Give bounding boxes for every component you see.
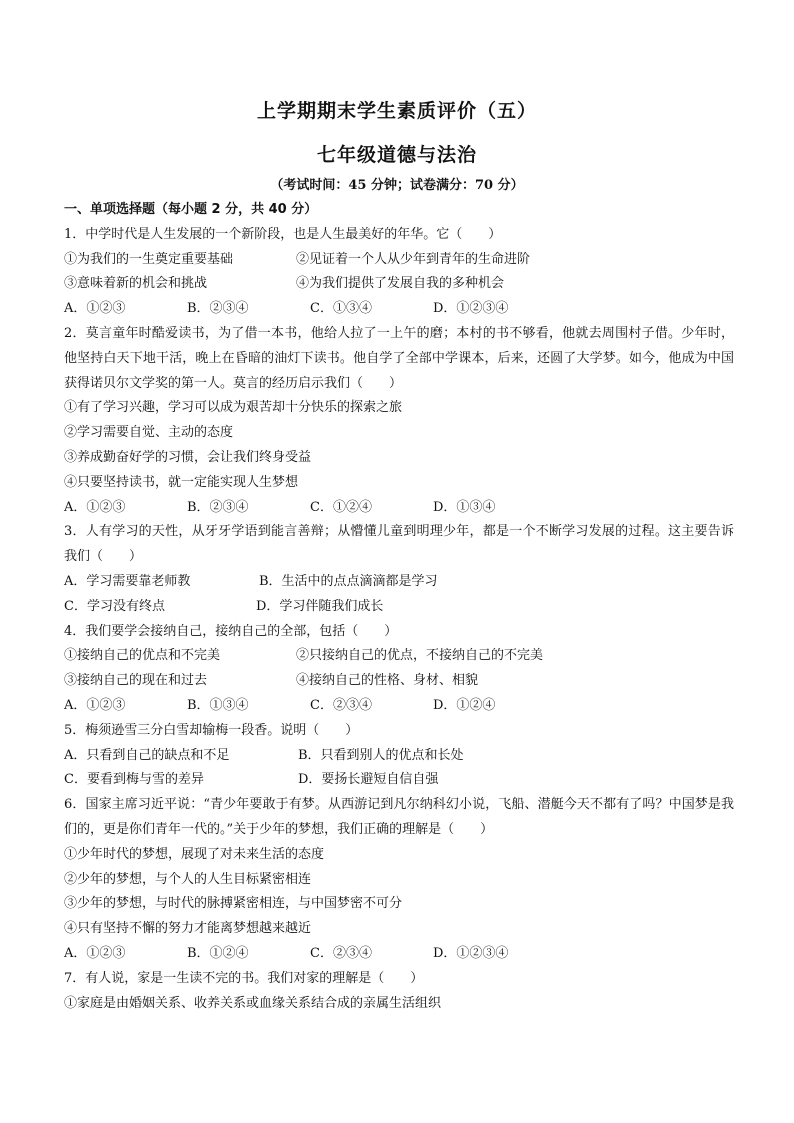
question-1-options bbox=[64, 297, 734, 322]
q3-option-c: C．学习没有终点 bbox=[64, 598, 165, 614]
q5-option-c: C．要看到梅与雪的差异 bbox=[64, 772, 204, 788]
question-5-stem: 5．梅须逊雪三分白雪却输梅一段香。说明（ ） bbox=[64, 722, 359, 738]
q6-statement-2: ②少年的梦想，与个人的人生目标紧密相连 bbox=[64, 871, 312, 887]
question-7-stem: 7．有人说，家是一生读不完的书。我们对家的理解是（ ） bbox=[64, 970, 424, 986]
question-5-options-row-1 bbox=[64, 744, 734, 769]
q6-option-b: B．①②④ bbox=[187, 945, 249, 961]
q5-option-a: A．只看到自己的缺点和不足 bbox=[64, 747, 230, 763]
q1-statement-3: ③意味着新的机会和挑战 bbox=[64, 276, 208, 292]
q6-option-a: A．①②③ bbox=[64, 945, 126, 961]
q2-option-c: C．①②④ bbox=[310, 499, 372, 515]
question-6-options bbox=[64, 942, 734, 967]
q2-statement-2: ②学习需要自觉、主动的态度 bbox=[64, 425, 234, 441]
question-3-stem: 3．人有学习的天性，从牙牙学语到能言善辩；从懵懂儿童到明理少年，都是一个不断学习发展的过程。这主要告诉我们（ ） bbox=[64, 524, 734, 565]
question-4-statements-row-2 bbox=[64, 669, 734, 694]
q2-option-d: D．①③④ bbox=[433, 499, 496, 515]
question-1-statements-row-2 bbox=[64, 272, 734, 297]
q4-statement-2: ②只接纳自己的优点，不接纳自己的不完美 bbox=[296, 648, 544, 664]
q5-option-d: D．要扬长避短自信自强 bbox=[298, 772, 439, 788]
q4-statement-1: ①接纳自己的优点和不完美 bbox=[64, 648, 221, 664]
q2-statement-1: ①有了学习兴趣，学习可以成为艰苦却十分快乐的探索之旅 bbox=[64, 400, 403, 416]
q6-statement-4: ④只有坚持不懈的努力才能离梦想越来越近 bbox=[64, 921, 312, 937]
q4-option-d: D．①②④ bbox=[433, 697, 496, 713]
question-3-options-row-2 bbox=[64, 595, 734, 620]
question-2-stem: 2．莫言童年时酷爱读书，为了借一本书，他给人拉了一上午的磨；本村的书不够看，他就去周围村子借。少年时，他坚持白天下地干活，晚上在昏暗的油灯下读书。他自学了全部中学课本，后来，还圆了大学梦。如今，他成为中国获得诺贝尔文学奖的第一人。莫言的经历启示我们（ ） bbox=[64, 325, 734, 391]
question-1-statements-row-1 bbox=[64, 248, 734, 273]
question-5-options-row-2 bbox=[64, 768, 734, 793]
q4-option-b: B．①③④ bbox=[187, 697, 249, 713]
q1-option-d: D．①②③④ bbox=[433, 301, 509, 317]
q4-statement-4: ④接纳自己的性格、身材、相貌 bbox=[296, 673, 479, 689]
q3-option-a: A．学习需要靠老师教 bbox=[64, 573, 191, 589]
q7-statement-1: ①家庭是由婚姻关系、收养关系或血缘关系结合成的亲属生活组织 bbox=[64, 995, 442, 1011]
exam-title: 上学期期末学生素质评价（五） bbox=[256, 100, 537, 122]
q3-option-d: D．学习伴随我们成长 bbox=[256, 598, 384, 614]
q2-statement-3: ③养成勤奋好学的习惯，会让我们终身受益 bbox=[64, 449, 312, 465]
exam-content bbox=[64, 198, 734, 1016]
question-4-statements-row-1 bbox=[64, 644, 734, 669]
q6-option-d: D．①②③④ bbox=[433, 945, 509, 961]
section-title: 一、单项选择题（每小题 2 分，共 40 分） bbox=[64, 202, 318, 217]
question-3-options-row-1 bbox=[64, 570, 734, 595]
q1-statement-1: ①为我们的一生奠定重要基础 bbox=[64, 251, 234, 267]
question-6-stem: 6．国家主席习近平说：“青少年要敢于有梦。从西游记到凡尔纳科幻小说，飞船、潜艇今天不都有了吗？中国梦是我们的，更是你们青年一代的。”关于少年的梦想，我们正确的理解是（ ） bbox=[64, 797, 734, 837]
question-4-options bbox=[64, 694, 734, 719]
q1-option-c: C．①③④ bbox=[310, 301, 372, 317]
q4-statement-3: ③接纳自己的现在和过去 bbox=[64, 673, 208, 689]
question-2-options bbox=[64, 496, 734, 521]
q1-statement-4: ④为我们提供了发展自我的多种机会 bbox=[296, 276, 505, 292]
q1-option-a: A．①②③ bbox=[64, 301, 126, 317]
q4-option-a: A．①②③ bbox=[64, 697, 126, 713]
q1-option-b: B．②③④ bbox=[187, 301, 249, 317]
q5-option-b: B．只看到别人的优点和长处 bbox=[298, 747, 464, 763]
exam-info: （考试时间：45 分钟；试卷满分：70 分） bbox=[270, 178, 524, 193]
q6-statement-3: ③少年的梦想，与时代的脉搏紧密相连，与中国梦密不可分 bbox=[64, 896, 403, 912]
q3-option-b: B．生活中的点点滴滴都是学习 bbox=[259, 573, 438, 589]
q4-option-c: C．②③④ bbox=[310, 697, 372, 713]
question-1-stem: 1．中学时代是人生发展的一个新阶段，也是人生最美好的年华。它（ ） bbox=[64, 226, 502, 242]
q1-statement-2: ②见证着一个人从少年到青年的生命进阶 bbox=[296, 251, 531, 267]
q2-option-b: B．②③④ bbox=[187, 499, 249, 515]
q6-statement-1: ①少年时代的梦想，展现了对未来生活的态度 bbox=[64, 846, 325, 862]
q6-option-c: C．②③④ bbox=[310, 945, 372, 961]
q2-option-a: A．①②③ bbox=[64, 499, 126, 515]
question-4-stem: 4．我们要学会接纳自己，接纳自己的全部，包括（ ） bbox=[64, 623, 398, 639]
exam-subject: 七年级道德与法治 bbox=[316, 144, 477, 166]
q2-statement-4: ④只要坚持读书，就一定能实现人生梦想 bbox=[64, 474, 299, 490]
